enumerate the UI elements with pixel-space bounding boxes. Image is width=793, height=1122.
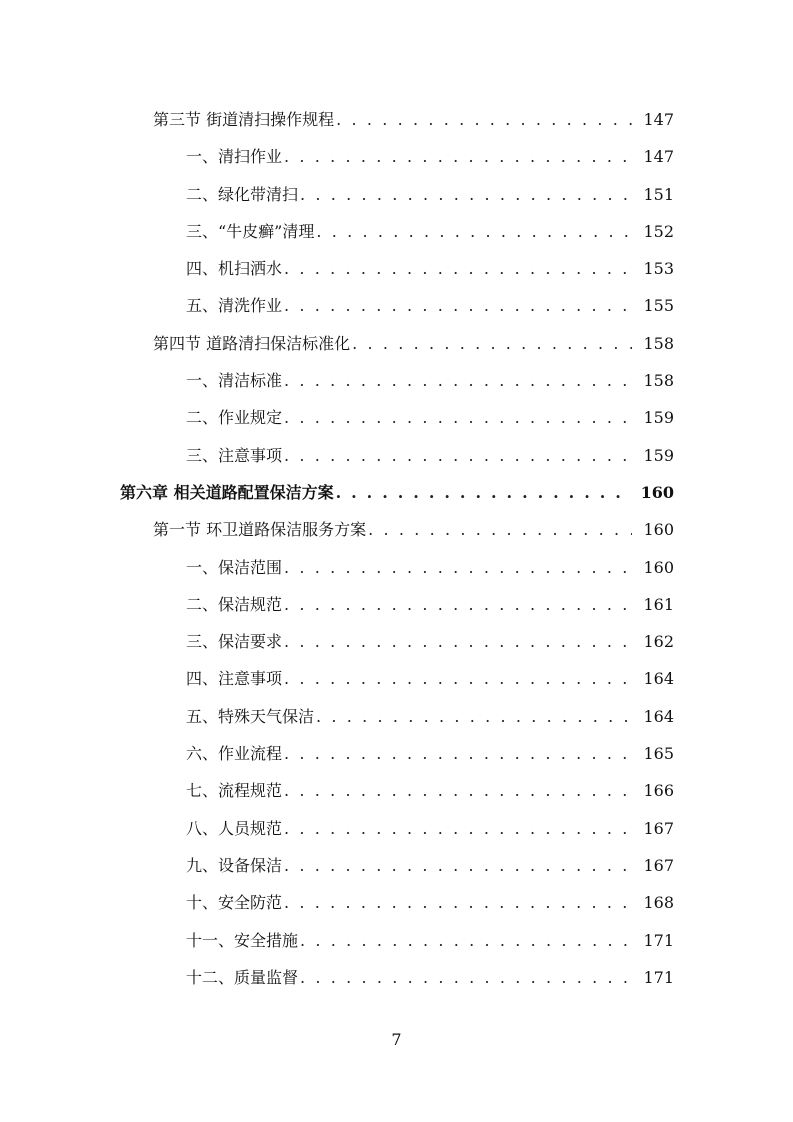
- toc-leader-dots: [300, 959, 632, 996]
- toc-leader-dots: [284, 362, 632, 399]
- toc-entry[interactable]: [0, 287, 793, 324]
- toc-entry-page: 147: [643, 110, 674, 129]
- toc-entry-title: 第六章 相关道路配置保洁方案: [120, 482, 334, 502]
- toc-entry[interactable]: [0, 138, 793, 175]
- toc-entry-page: 167: [643, 818, 674, 838]
- toc-entry[interactable]: [0, 362, 793, 399]
- toc-entry-title: 三、保洁要求: [186, 632, 283, 652]
- toc-leader-dots: [284, 586, 632, 623]
- toc-leader-dots: [284, 623, 632, 660]
- toc-leader-dots: [284, 250, 632, 287]
- toc-leader-dots: [316, 698, 632, 735]
- toc-entry[interactable]: [0, 250, 793, 287]
- toc-entry[interactable]: [0, 176, 793, 213]
- toc-entry[interactable]: [0, 511, 793, 548]
- toc-entry-title: 一、清扫作业: [186, 147, 283, 167]
- toc-entry-page: 164: [643, 706, 674, 726]
- toc-entry-title: 二、作业规定: [186, 408, 283, 428]
- toc-leader-dots: [284, 437, 632, 474]
- toc-entry-title: 二、保洁规范: [186, 594, 283, 614]
- toc-entry-title: 九、设备保洁: [186, 855, 283, 875]
- toc-entry-title: 三、注意事项: [186, 445, 283, 465]
- toc-entry[interactable]: [0, 325, 793, 362]
- toc-entry[interactable]: [0, 922, 793, 959]
- toc-entry-page: 168: [643, 893, 674, 913]
- toc-leader-dots: [352, 325, 632, 362]
- toc-entry-page: 165: [643, 744, 674, 764]
- toc-entry-page: 171: [643, 930, 674, 950]
- toc-entry-page: 171: [643, 967, 674, 987]
- toc-entry[interactable]: [0, 735, 793, 772]
- toc-entry[interactable]: [0, 660, 793, 697]
- toc-entry[interactable]: [0, 772, 793, 809]
- toc-entry[interactable]: [0, 698, 793, 735]
- toc-entry[interactable]: [0, 549, 793, 586]
- toc-entry-page: 158: [643, 333, 674, 353]
- toc-leader-dots: [284, 772, 632, 809]
- toc-entry-page: 147: [643, 147, 674, 167]
- toc-entry-title: 一、清洁标准: [186, 371, 283, 391]
- toc-entry[interactable]: [0, 623, 793, 660]
- toc-entry-title: 三、“牛皮癣”清理: [186, 221, 315, 241]
- toc-entry-page: 160: [640, 482, 674, 502]
- toc-entry-title: 二、绿化带清扫: [186, 184, 299, 204]
- toc-entry-title: 第一节 环卫道路保洁服务方案: [153, 520, 367, 540]
- toc-entry-page: 159: [643, 445, 674, 465]
- toc-entry-page: 155: [643, 296, 674, 316]
- toc-entry-title: 第三节 街道清扫操作规程: [153, 110, 335, 129]
- toc-entry-title: 四、机扫洒水: [186, 259, 283, 279]
- toc-entry[interactable]: [0, 847, 793, 884]
- toc-leader-dots: [284, 810, 632, 847]
- page-number: 7: [391, 1030, 402, 1049]
- toc-entry-title: 一、保洁范围: [186, 557, 283, 577]
- toc-leader-dots: [300, 922, 632, 959]
- toc-leader-dots: [368, 511, 632, 548]
- toc-entry-title: 五、清洗作业: [186, 296, 283, 316]
- toc-entry-page: 166: [643, 781, 674, 801]
- toc-leader-dots: [316, 213, 632, 250]
- table-of-contents: [0, 101, 793, 996]
- toc-entry-title: 十一、安全措施: [186, 930, 299, 950]
- toc-leader-dots: [284, 884, 632, 921]
- toc-entry[interactable]: [0, 810, 793, 847]
- toc-leader-dots: [284, 847, 632, 884]
- toc-entry-page: 160: [643, 557, 674, 577]
- toc-leader-dots: [336, 474, 632, 511]
- toc-entry[interactable]: [0, 586, 793, 623]
- toc-entry-page: 164: [643, 669, 674, 689]
- toc-entry-page: 158: [643, 371, 674, 391]
- toc-entry-title: 四、注意事项: [186, 669, 283, 689]
- toc-leader-dots: [284, 287, 632, 324]
- toc-leader-dots: [284, 735, 632, 772]
- toc-entry-page: 160: [643, 520, 674, 540]
- toc-entry[interactable]: [0, 213, 793, 250]
- toc-entry[interactable]: [0, 884, 793, 921]
- toc-entry-title: 七、流程规范: [186, 781, 283, 801]
- toc-entry-title: 十、安全防范: [186, 893, 283, 913]
- toc-leader-dots: [284, 549, 632, 586]
- toc-entry[interactable]: [0, 959, 793, 996]
- toc-entry-page: 152: [643, 221, 674, 241]
- toc-entry-title: 八、人员规范: [186, 818, 283, 838]
- toc-leader-dots: [284, 660, 632, 697]
- toc-entry-title: 第四节 道路清扫保洁标准化: [153, 333, 351, 353]
- toc-entry-page: 151: [643, 184, 674, 204]
- toc-chapter-entry[interactable]: [0, 474, 793, 511]
- toc-entry[interactable]: [0, 437, 793, 474]
- toc-entry-page: 153: [643, 259, 674, 279]
- toc-entry[interactable]: [0, 399, 793, 436]
- toc-leader-dots: [300, 176, 632, 213]
- toc-entry-title: 六、作业流程: [186, 744, 283, 764]
- toc-leader-dots: [284, 399, 632, 436]
- toc-entry[interactable]: [0, 101, 793, 138]
- toc-entry-page: 161: [643, 594, 674, 614]
- toc-entry-title: 五、特殊天气保洁: [186, 706, 315, 726]
- toc-leader-dots: [284, 138, 632, 175]
- toc-entry-page: 162: [643, 632, 674, 652]
- toc-entry-title: 十二、质量监督: [186, 967, 299, 987]
- toc-entry-page: 159: [643, 408, 674, 428]
- toc-leader-dots: [336, 101, 632, 138]
- toc-entry-page: 167: [643, 855, 674, 875]
